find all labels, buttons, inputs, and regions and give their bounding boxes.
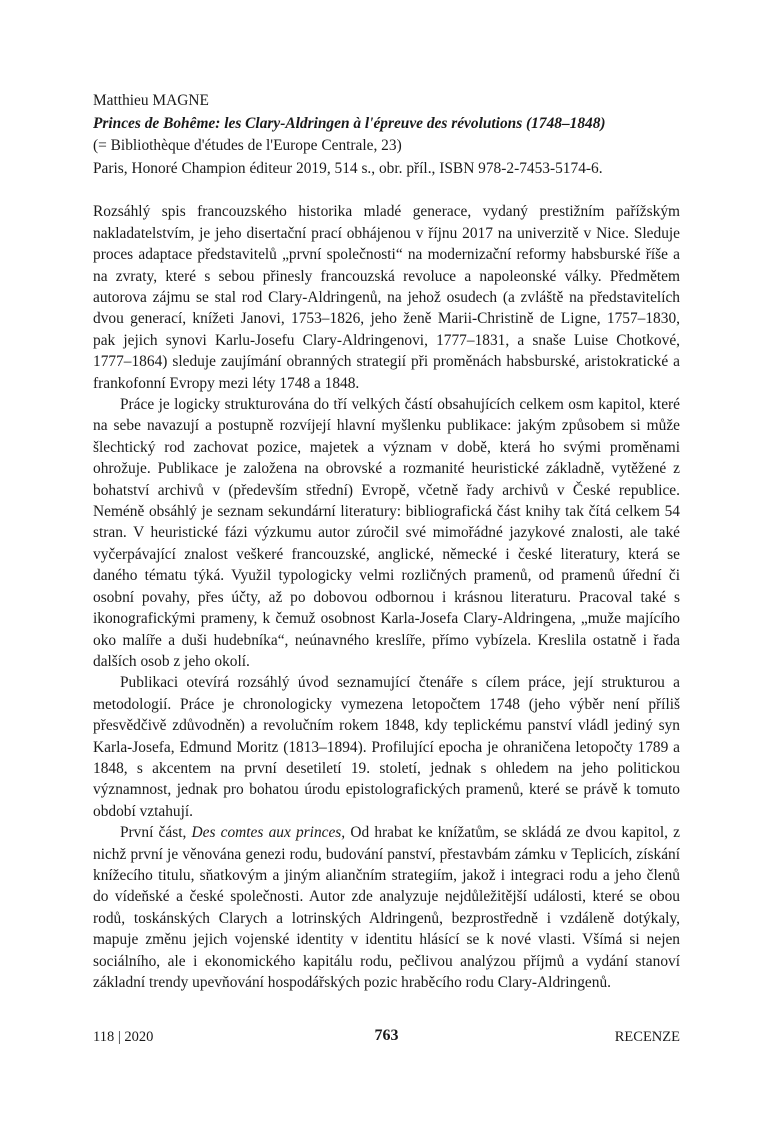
review-page bbox=[93, 90, 680, 993]
paragraph: Práce je logicky strukturována do tří velkých částí obsahujících celkem osm kapitol, které na sebe navazují a postupně rozvíjejí hlavní myšlenku publikace: jakým způsobem si může šlechtický rod zachovat pozice, majetek a význam v době, která ho svými proměnami ohrožuje. Publikace je založena na obrovské a rozmanité heuristické základně, vytěžené z bohatství archivů v (především střední) Evropě, včetně řady archivů v České republice. Neméně obsáhlý je seznam sekundární literatury: bibliografická část knihy tak čítá celkem 54 stran. V heuristické fázi výzkumu autor zúročil své mimořádné jazykové znalosti, ale také vyčerpávající znalost veškeré francouzské, anglické, německé i české literatury, která se daného tématu týká. Využil typologicky velmi rozličných pramenů, od pramenů úřední či osobní povahy, přes účty, až po dobovou odbornou i krásnou literaturu. Pracoval také s ikonografickými prameny, k čemuž osobnost Karla-Josefa Clary-Aldringena, „muže majícího oko malíře a duši hudebníka“, neúnavného kreslíře, přímo vybízela. Kreslila ostatně i řada dalších osob z jeho okolí. bbox=[93, 396, 680, 670]
page-footer bbox=[93, 1029, 680, 1053]
paragraph: Rozsáhlý spis francouzského historika mladé generace, vydaný prestižním pařížským nakladatelstvím, je jeho disertační prací obhájenou v říjnu 2017 na univerzitě v Nice. Sleduje proces adaptace představitelů „první společnosti“ na modernizační reformy habsburské říše a na zvraty, které s sebou přinesly francouzská revoluce a napoleonské války. Předmětem autorova zájmu se stal rod Clary-Aldringenů, na jehož osudech (a zvláště na představitelích dvou generací, knížeti Janovi, 1753–1826, jeho ženě Marii-Christině de Ligne, 1757–1830, pak jejich synovi Karlu-Josefu Clary-Aldringenovi, 1777–1831, a snaše Luise Chotkové, 1777–1864) sleduje zaujímání obranných strategií při proměnách habsburské, aristokratické a frankofonní Evropy mezi léty 1748 a 1848. bbox=[93, 203, 680, 392]
section-title-italic: Des comtes aux princes, bbox=[191, 824, 346, 842]
paragraph: Publikaci otevírá rozsáhlý úvod seznamující čtenáře s cílem práce, její strukturou a metodologií. Práce je chronologicky vymezena letopočtem 1748 (jeho výběr není příliš přesvědčivě zdůvodněn) a revolučním rokem 1848, kdy teplickému panství vládl jediný syn Karla-Josefa, Edmund Moritz (1813–1894). Profilující epocha je ohraničena letopočty 1789 a 1848, s akcentem na první desetiletí 19. století, jednak s ohledem na jeho politickou významnost, jednak pro bohatou úrodu epistolografických pramenů, které se právě k tomuto období vztahují. bbox=[93, 674, 680, 820]
paragraph-text: Od hrabat ke knížatům, se skládá ze dvou kapitol, z nichž první je věnována genezi rodu, budování panství, přestavbám zámku v Teplicích, získání knížecího titulu, sňatkovým a jiným aliančním strategiím, jakož i integraci rodu a jeho členů do vídeňské a české společnosti. Autor zde analyzuje nejdůležitější události, které se obou rodů, toskánských Clarych a lotrinských Aldringenů, bezprostředně i vzdáleně dotýkaly, mapuje změnu jejich vojenské identity v identitu hlásící se k nové vlasti. Všímá si nejen sociálního, ale i ekonomického kapitálu rodu, pečlivou analýzou příjmů a vydání stanoví základní trendy upevňování hospodářských pozic hraběcího rodu Clary-Aldringenů. bbox=[93, 824, 680, 991]
review-body bbox=[93, 201, 680, 993]
paragraph bbox=[93, 822, 680, 993]
publication-info: Paris, Honoré Champion éditeur 2019, 514 s., obr. příl., ISBN 978-2-7453-5174-6. bbox=[93, 159, 603, 177]
section-label: RECENZE bbox=[614, 1029, 680, 1045]
bibliographic-header bbox=[93, 90, 680, 180]
author-name: Matthieu MAGNE bbox=[93, 92, 209, 109]
book-title: Princes de Bohême: les Clary-Aldringen à l'épreuve des révolutions (1748–1848) bbox=[93, 114, 606, 132]
paragraph-lead: První část, bbox=[120, 824, 192, 842]
page-number: 763 bbox=[374, 1027, 399, 1044]
series-info: (= Bibliothèque d'études de l'Europe Centrale, 23) bbox=[93, 137, 402, 155]
volume-year: 118 | 2020 bbox=[93, 1029, 154, 1045]
